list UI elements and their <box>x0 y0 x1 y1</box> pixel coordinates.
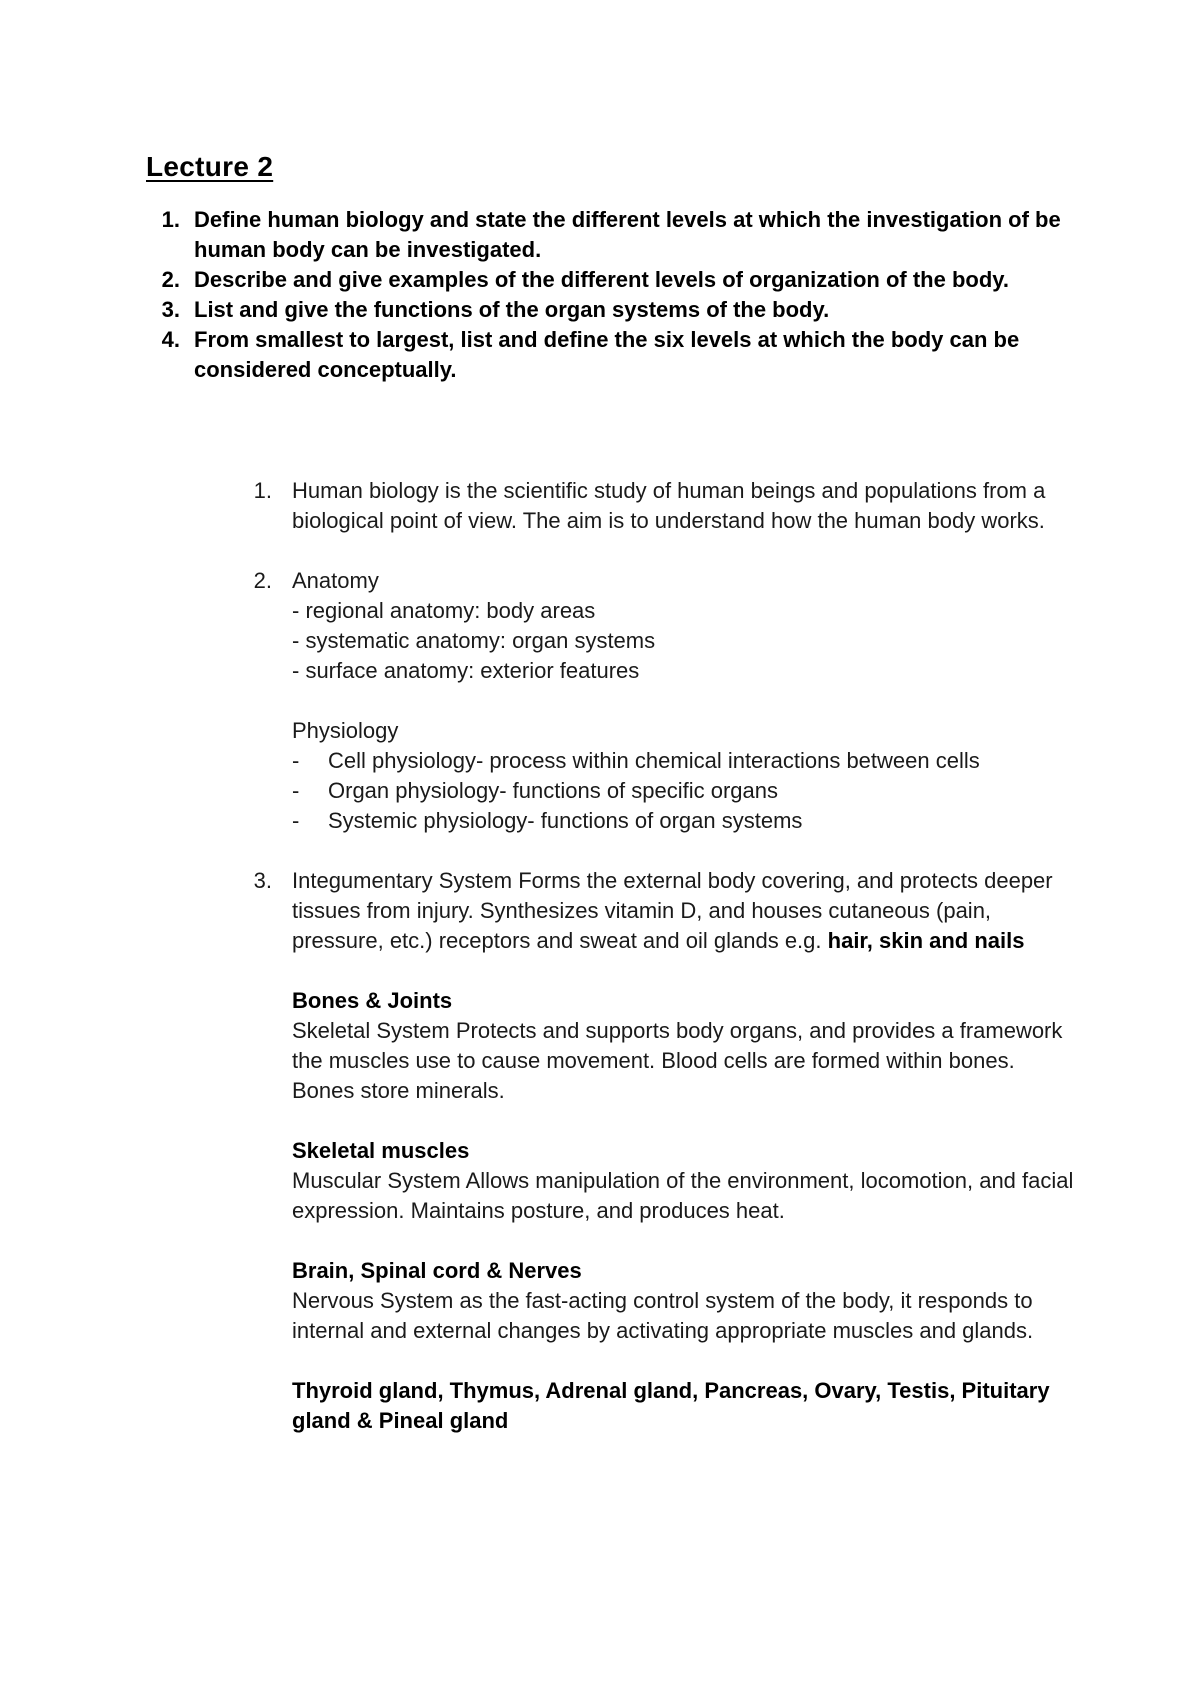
dash-bullet: - <box>292 748 300 773</box>
question-number: 4. <box>161 327 180 352</box>
bones-text: Skeletal System Protects and supports body organs, and provides a framework the muscles use to cause movement. Blood cells are formed within bones. Bones store minerals. <box>292 1018 1063 1103</box>
bones-heading: Bones & Joints <box>292 988 453 1013</box>
answer-number: 3. <box>253 868 272 893</box>
anatomy-line: - surface anatomy: exterior features <box>292 658 640 683</box>
physiology-item <box>292 806 1082 836</box>
question-number: 1. <box>161 207 180 232</box>
answer-number: 1. <box>253 478 272 503</box>
dash-bullet: - <box>292 808 300 833</box>
physiology-text: Systemic physiology- functions of organ systems <box>328 808 803 833</box>
physiology-item <box>292 746 1082 776</box>
anatomy-heading: Anatomy <box>292 568 379 593</box>
answer-item-3 <box>252 866 1082 1436</box>
answer-item-1 <box>252 476 1082 536</box>
answer-item-2 <box>252 566 1082 836</box>
question-text: Define human biology and state the different levels at which the investigation of be human body can be investigated. <box>194 207 1061 262</box>
nervous-text: Nervous System as the fast-acting control system of the body, it responds to internal and external changes by activating appropriate muscles and glands. <box>292 1288 1034 1343</box>
physiology-text: Organ physiology- functions of specific organs <box>328 778 779 803</box>
question-item <box>146 295 1066 325</box>
anatomy-line: - systematic anatomy: organ systems <box>292 628 656 653</box>
endocrine-heading: Thyroid gland, Thymus, Adrenal gland, Pancreas, Ovary, Testis, Pituitary gland & Pineal gland <box>292 1378 1050 1433</box>
integumentary-text: Integumentary System Forms the external body covering, and protects deeper tissues from injury. Synthesizes vitamin D, and houses cutaneous (pain, pressure, etc.) receptors and sweat and oil glands e.g. <box>292 868 1053 953</box>
muscles-text: Muscular System Allows manipulation of the environment, locomotion, and facial expression. Maintains posture, and produces heat. <box>292 1168 1074 1223</box>
physiology-item <box>292 776 1082 806</box>
question-text: List and give the functions of the organ systems of the body. <box>194 297 830 322</box>
anatomy-line: - regional anatomy: body areas <box>292 598 596 623</box>
physiology-heading: Physiology <box>292 718 399 743</box>
question-item <box>146 325 1066 385</box>
integumentary-examples: hair, skin and nails <box>827 928 1025 953</box>
question-number: 2. <box>161 267 180 292</box>
question-item <box>146 265 1066 295</box>
question-text: From smallest to largest, list and define the six levels at which the body can be considered conceptually. <box>194 327 1020 382</box>
dash-bullet: - <box>292 778 300 803</box>
answer-list <box>252 476 1082 1436</box>
question-number: 3. <box>161 297 180 322</box>
answer-number: 2. <box>253 568 272 593</box>
answer-text: Human biology is the scientific study of human beings and populations from a biological point of view. The aim is to understand how the human body works. <box>292 478 1046 533</box>
integumentary-paragraph <box>292 866 1082 956</box>
physiology-text: Cell physiology- process within chemical interactions between cells <box>328 748 980 773</box>
page-title: Lecture 2 <box>146 151 274 182</box>
question-item <box>146 205 1066 265</box>
question-text: Describe and give examples of the different levels of organization of the body. <box>194 267 1009 292</box>
question-list <box>146 205 1066 385</box>
nervous-heading: Brain, Spinal cord & Nerves <box>292 1258 582 1283</box>
muscles-heading: Skeletal muscles <box>292 1138 470 1163</box>
